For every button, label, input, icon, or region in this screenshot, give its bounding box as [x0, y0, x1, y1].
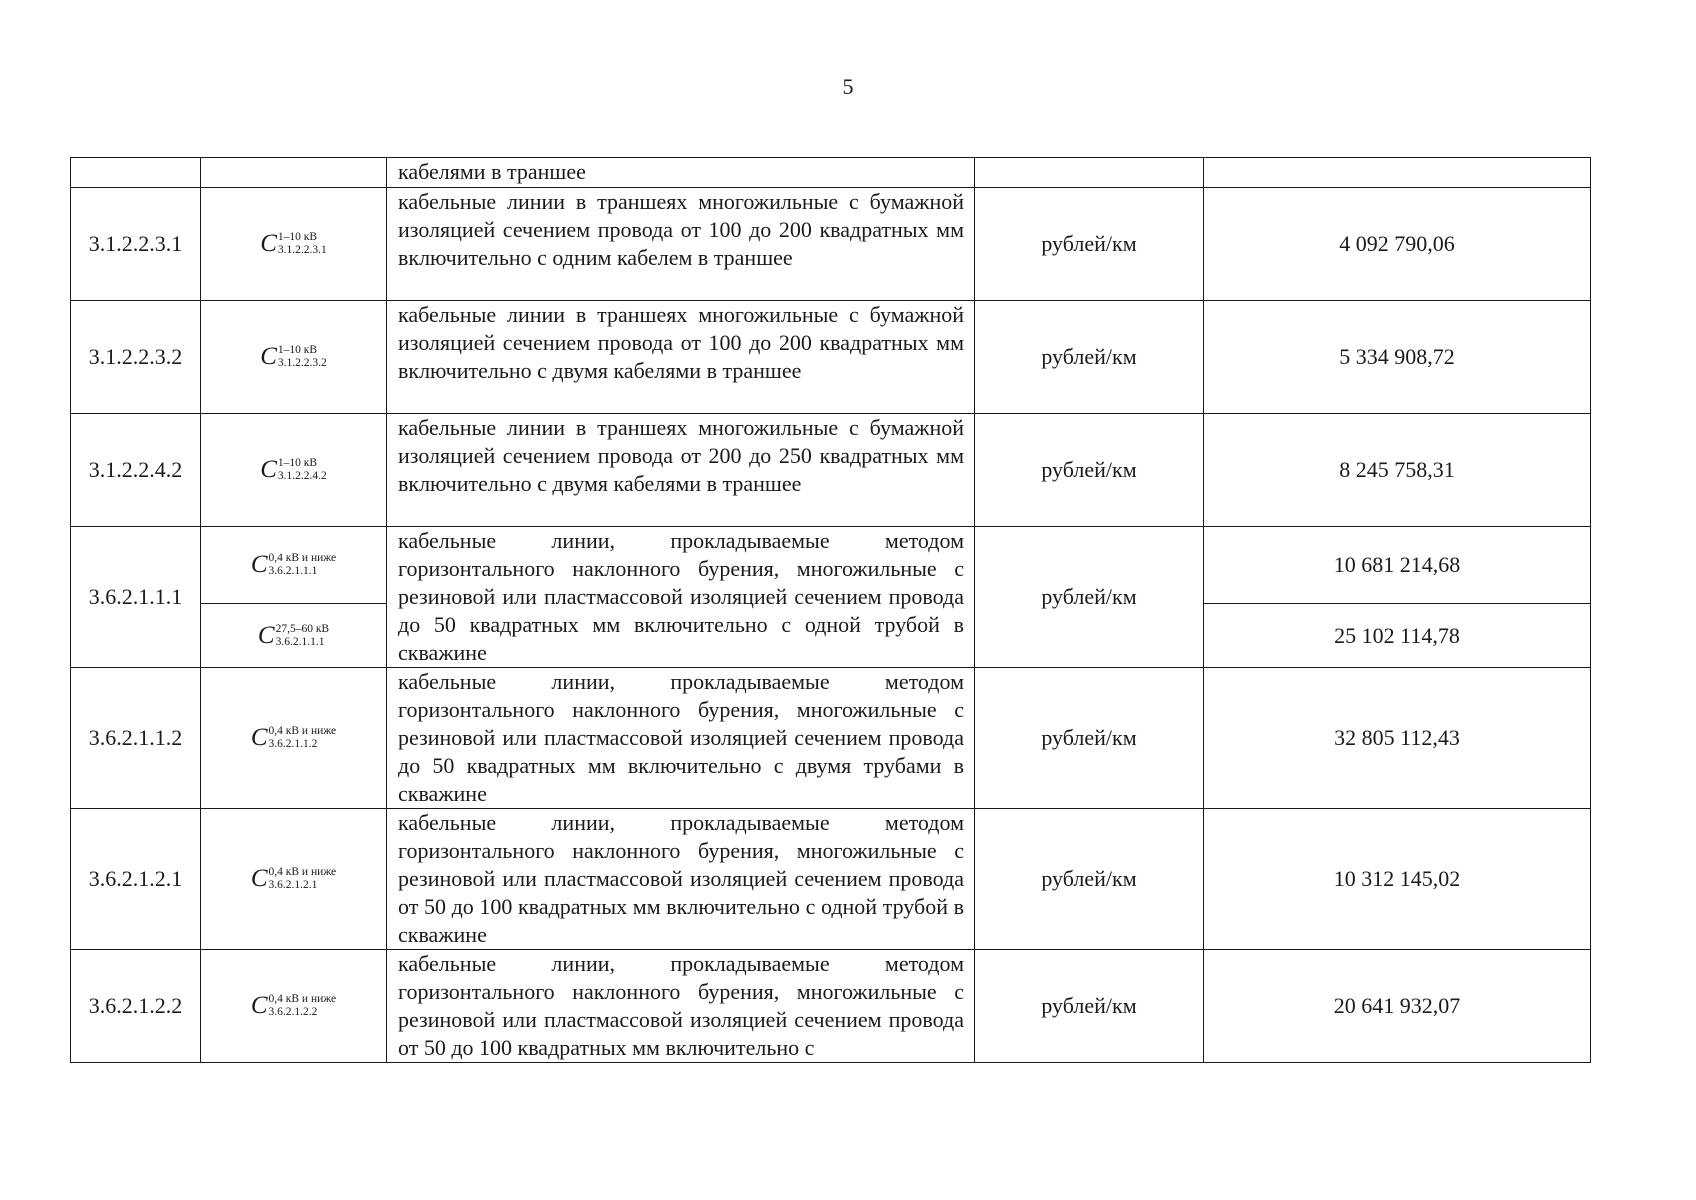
unit-cell: рублей/км — [975, 809, 1204, 950]
page-number: 5 — [842, 74, 854, 99]
table-row — [71, 527, 1591, 604]
description-text: кабельные линии, прокладываемые методом горизонтального наклонного бурения, многожильные с резиновой или пластмассовой изоляцией сечением провода до 50 квадратных мм включительно с одной трубой в скважине — [398, 528, 964, 665]
description-text: кабельные линии в траншеях многожильные с бумажной изоляцией сечением провода от 100 до 200 квадратных мм включительно с одним кабелем в траншее — [398, 189, 964, 270]
symbol-cell — [201, 604, 387, 668]
tariff-symbol: C 0,4 кВ и ниже 3.6.2.1.2.2 — [250, 992, 337, 1019]
unit-cell — [975, 158, 1204, 188]
code-cell: 3.1.2.2.3.2 — [71, 301, 201, 414]
table-row — [71, 950, 1591, 1063]
description-cell — [387, 301, 975, 414]
code-cell: 3.6.2.1.1.1 — [71, 527, 201, 668]
tariff-symbol: C 1–10 кВ 3.1.2.2.3.2 — [260, 343, 327, 370]
table-row — [71, 301, 1591, 414]
description-text: кабельные линии в траншеях многожильные с бумажной изоляцией сечением провода от 200 до 250 квадратных мм включительно с двумя кабелями в траншее — [398, 415, 964, 496]
description-text: кабелями в траншее — [398, 159, 586, 184]
symbol-cell — [201, 809, 387, 950]
table-row — [71, 188, 1591, 301]
symbol-cell — [201, 414, 387, 527]
unit-cell: рублей/км — [975, 668, 1204, 809]
tariff-symbol: C 27,5–60 кВ 3.6.2.1.1.1 — [257, 621, 330, 649]
code-cell: 3.1.2.2.4.2 — [71, 414, 201, 527]
table-row-continuation — [71, 158, 1591, 188]
symbol-cell — [201, 158, 387, 188]
symbol-cell — [201, 301, 387, 414]
table-row — [71, 414, 1591, 527]
tariff-symbol: C 0,4 кВ и ниже 3.6.2.1.1.2 — [250, 724, 337, 751]
description-cell — [387, 414, 975, 527]
tariff-symbol: C 1–10 кВ 3.1.2.2.4.2 — [260, 456, 327, 483]
table-row — [71, 668, 1591, 809]
table-row — [71, 809, 1591, 950]
code-cell: 3.6.2.1.2.1 — [71, 809, 201, 950]
description-cell — [387, 950, 975, 1063]
value-cell: 10 681 214,68 — [1204, 527, 1591, 604]
unit-cell: рублей/км — [975, 301, 1204, 414]
symbol-cell — [201, 668, 387, 809]
code-cell: 3.6.2.1.1.2 — [71, 668, 201, 809]
unit-cell: рублей/км — [975, 950, 1204, 1063]
symbol-cell — [201, 527, 387, 604]
value-cell — [1204, 158, 1591, 188]
description-text: кабельные линии, прокладываемые методом горизонтального наклонного бурения, многожильные с резиновой или пластмассовой изоляцией сечением провода от 50 до 100 квадратных мм включительно с — [398, 951, 964, 1060]
value-cell: 5 334 908,72 — [1204, 301, 1591, 414]
description-cell — [387, 809, 975, 950]
value-cell: 4 092 790,06 — [1204, 188, 1591, 301]
value-cell: 20 641 932,07 — [1204, 950, 1591, 1063]
description-cell — [387, 188, 975, 301]
tariff-symbol: C 0,4 кВ и ниже 3.6.2.1.1.1 — [250, 551, 337, 578]
value-cell: 8 245 758,31 — [1204, 414, 1591, 527]
unit-cell: рублей/км — [975, 188, 1204, 301]
value-cell: 25 102 114,78 — [1204, 604, 1591, 668]
description-cell — [387, 668, 975, 809]
description-cell — [387, 527, 975, 668]
symbol-cell — [201, 188, 387, 301]
tariff-table — [70, 157, 1591, 1063]
symbol-cell — [201, 950, 387, 1063]
description-text: кабельные линии, прокладываемые методом горизонтального наклонного бурения, многожильные с резиновой или пластмассовой изоляцией сечением провода от 50 до 100 квадратных мм включительно с одной трубой в скважине — [398, 810, 964, 947]
tariff-symbol: C 0,4 кВ и ниже 3.6.2.1.2.1 — [250, 865, 337, 892]
description-cell — [387, 158, 975, 188]
tariff-symbol: C 1–10 кВ 3.1.2.2.3.1 — [260, 230, 327, 257]
code-cell: 3.1.2.2.3.1 — [71, 188, 201, 301]
code-cell — [71, 158, 201, 188]
value-cell: 10 312 145,02 — [1204, 809, 1591, 950]
value-cell: 32 805 112,43 — [1204, 668, 1591, 809]
unit-cell: рублей/км — [975, 527, 1204, 668]
description-text: кабельные линии в траншеях многожильные с бумажной изоляцией сечением провода от 100 до 200 квадратных мм включительно с двумя кабелями в траншее — [398, 302, 964, 383]
unit-cell: рублей/км — [975, 414, 1204, 527]
code-cell: 3.6.2.1.2.2 — [71, 950, 201, 1063]
description-text: кабельные линии, прокладываемые методом горизонтального наклонного бурения, многожильные с резиновой или пластмассовой изоляцией сечением провода до 50 квадратных мм включительно с двумя трубами в скважине — [398, 669, 964, 806]
